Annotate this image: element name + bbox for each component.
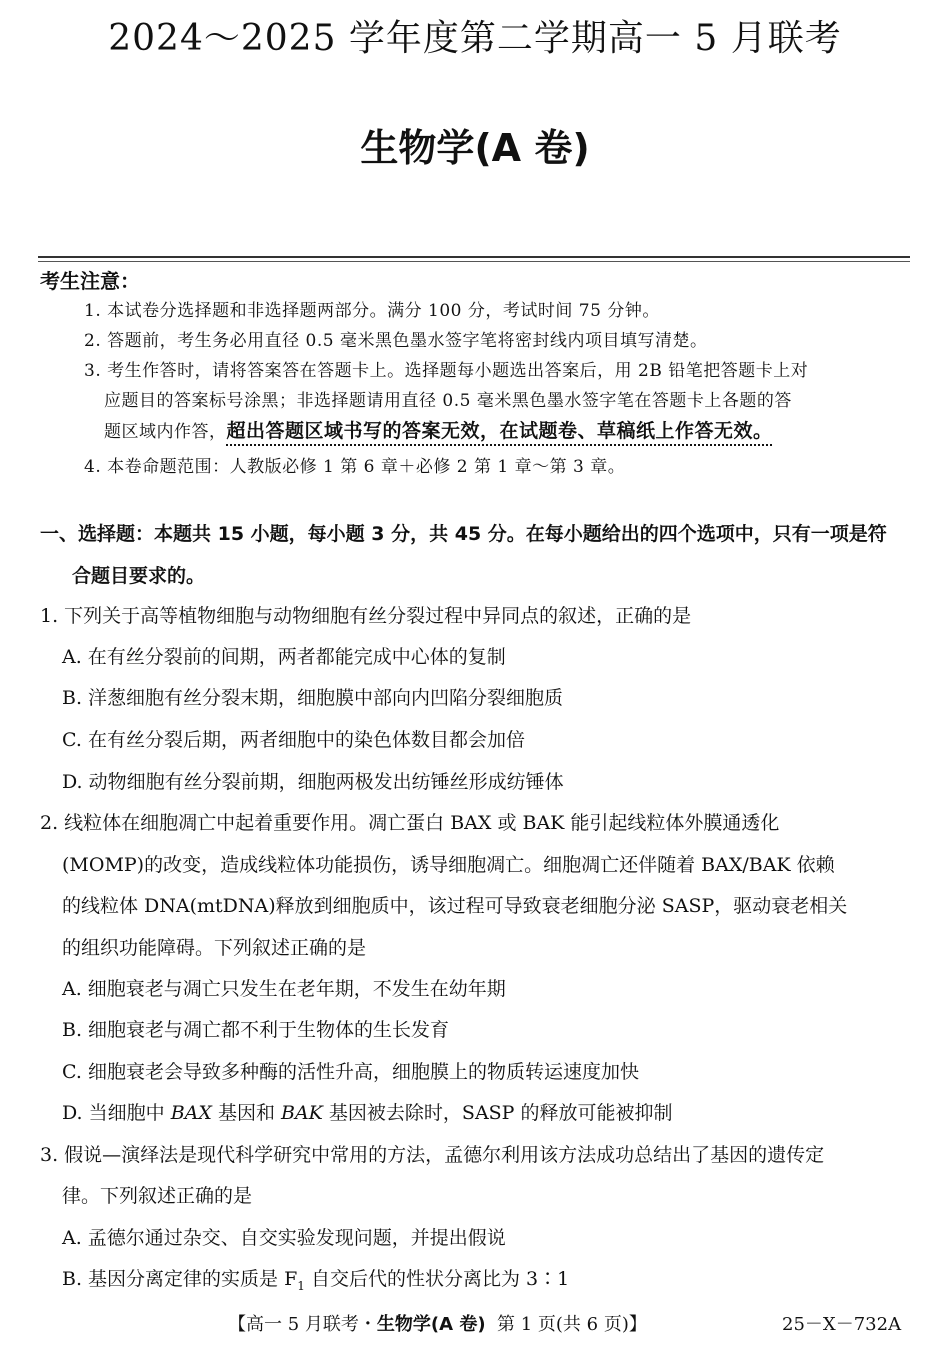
option-b-text-2: 自交后代的性状分离比为 3∶1: [304, 1268, 570, 1290]
question-3-stem-line-1: 3. 假说—演绎法是现代科学研究中常用的方法，孟德尔利用该方法成功总结出了基因的遗传定: [40, 1144, 825, 1166]
notice-item-3-line-1: 3. 考生作答时，请将答案答在答题卡上。选择题每小题选出答案后，用 2B 铅笔把答题卡上对: [84, 361, 809, 381]
option-b-text-1: B. 基因分离定律的实质是 F: [62, 1268, 298, 1290]
question-1-option-d: D. 动物细胞有丝分裂前期，细胞两极发出纺锤丝形成纺锤体: [62, 771, 564, 793]
page-footer: [228, 1310, 647, 1340]
subscript-1: 1: [297, 1278, 305, 1293]
question-1-option-c: C. 在有丝分裂后期，两者细胞中的染色体数目都会加倍: [62, 729, 525, 751]
notice-heading: 考生注意：: [40, 269, 140, 293]
divider-thick: [38, 256, 910, 258]
gene-bak: BAK: [281, 1102, 323, 1124]
question-3-option-a: A. 孟德尔通过杂交、自交实验发现问题，并提出假说: [62, 1227, 506, 1249]
question-2-option-b: B. 细胞衰老与凋亡都不利于生物体的生长发育: [62, 1019, 450, 1041]
notice-item-1: 1. 本试卷分选择题和非选择题两部分。满分 100 分，考试时间 75 分钟。: [84, 301, 660, 321]
footer-subject: 生物学(A 卷): [376, 1314, 486, 1335]
option-d-text-3: 基因被去除时，SASP 的释放可能被抑制: [322, 1102, 673, 1124]
question-2-stem-line-4: 的组织功能障碍。下列叙述正确的是: [62, 937, 367, 959]
question-2-option-c: C. 细胞衰老会导致多种酶的活性升高，细胞膜上的物质转运速度加快: [62, 1061, 639, 1083]
question-2-option-a: A. 细胞衰老与凋亡只发生在老年期，不发生在幼年期: [62, 978, 506, 1000]
notice-item-3-line-3: [104, 418, 773, 446]
question-3-stem-line-2: 律。下列叙述正确的是: [62, 1185, 253, 1207]
notice-item-4: 4. 本卷命题范围：人教版必修 1 第 6 章＋必修 2 第 1 章～第 3 章。: [84, 457, 626, 477]
notice-emphasis: 超出答题区域书写的答案无效，在试题卷、草稿纸上作答无效。: [226, 420, 773, 442]
question-3-option-b: [62, 1259, 569, 1306]
footer-left: 【高一 5 月联考・: [228, 1314, 377, 1335]
option-d-text-1: D. 当细胞中: [62, 1102, 171, 1124]
gene-bax: BAX: [170, 1102, 212, 1124]
exam-title: 2024～2025 学年度第二学期高一 5 月联考: [108, 18, 842, 59]
footer-code: 25－X－732A: [782, 1314, 902, 1335]
question-2-stem-line-1: 2. 线粒体在细胞凋亡中起着重要作用。凋亡蛋白 BAX 或 BAK 能引起线粒体外膜通透化: [40, 812, 780, 834]
question-2-stem-line-3: 的线粒体 DNA(mtDNA)释放到细胞质中，该过程可导致衰老细胞分泌 SASP，驱动衰老相关: [62, 895, 848, 917]
question-1-option-a: A. 在有丝分裂前的间期，两者都能完成中心体的复制: [62, 646, 506, 668]
footer-page-number: 第 1 页(共 6 页)】: [497, 1314, 647, 1335]
question-2-option-d: [62, 1093, 673, 1133]
question-2-stem-line-2: (MOMP)的改变，造成线粒体功能损伤，诱导细胞凋亡。细胞凋亡还伴随着 BAX/BAK 依赖: [62, 854, 835, 876]
notice-item-3-prefix: 题区域内作答，: [104, 422, 227, 442]
divider-thin: [38, 261, 910, 262]
question-1-option-b: B. 洋葱细胞有丝分裂末期，细胞膜中部向内凹陷分裂细胞质: [62, 687, 564, 709]
section-heading-line-1: 一、选择题：本题共 15 小题，每小题 3 分，共 45 分。在每小题给出的四个选项中，只有一项是符: [40, 523, 887, 545]
notice-item-3-line-2: 应题目的答案标号涂黑；非选择题请用直径 0.5 毫米黑色墨水签字笔在答题卡上各题的答: [104, 391, 792, 411]
option-d-text-2: 基因和: [211, 1102, 281, 1124]
notice-item-2: 2. 答题前，考生务必用直径 0.5 毫米黑色墨水签字笔将密封线内项目填写清楚。: [84, 331, 708, 351]
question-1-stem: 1. 下列关于高等植物细胞与动物细胞有丝分裂过程中异同点的叙述，正确的是: [40, 605, 692, 627]
exam-subtitle: 生物学(A 卷): [360, 126, 590, 170]
section-heading-line-2: 合题目要求的。: [72, 565, 206, 587]
